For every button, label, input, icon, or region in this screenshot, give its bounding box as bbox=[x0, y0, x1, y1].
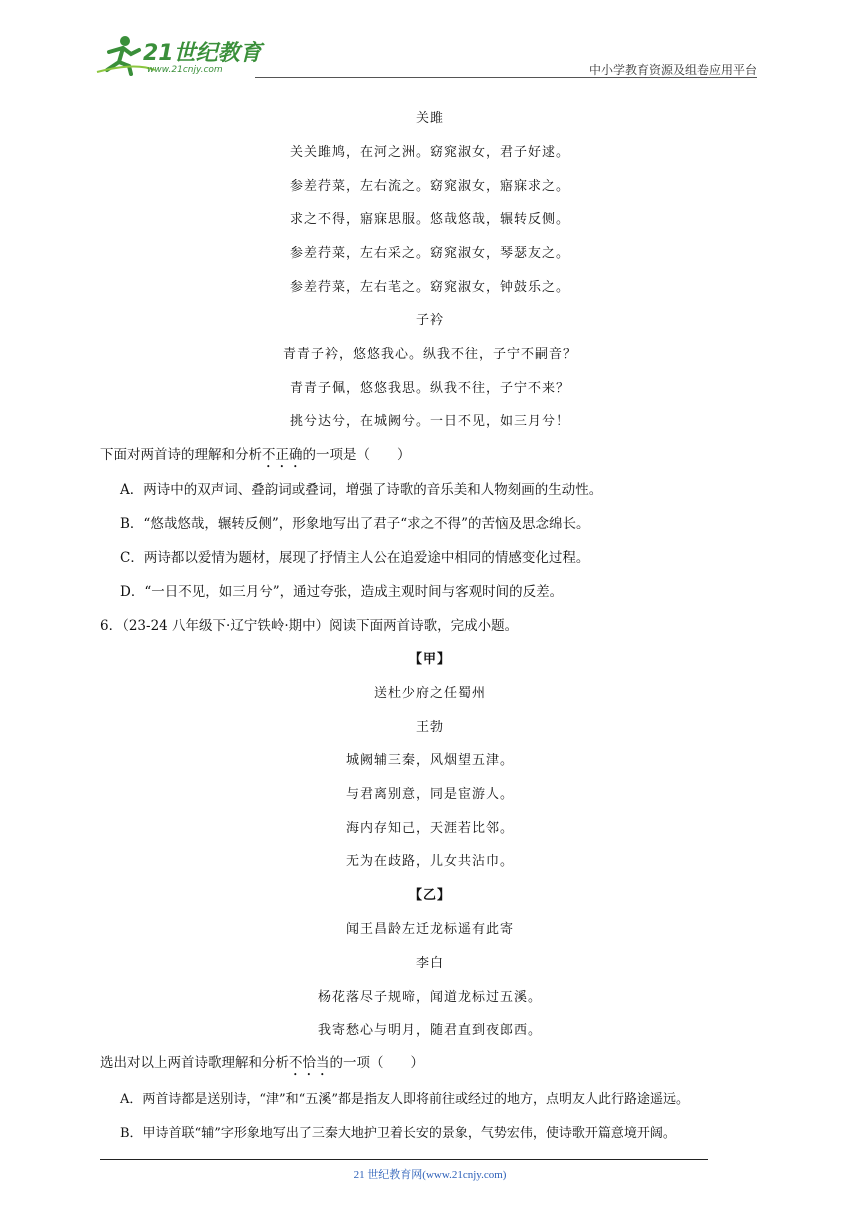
poem2-line: 挑兮达兮，在城阙兮。一日不见，如三月兮！ bbox=[289, 414, 570, 429]
q6-option-b[interactable]: B．甲诗首联“辅”字形象地写出了三秦大地护卫着长安的景象，气势宏伟，使诗歌开篇意境开阔。 bbox=[120, 1126, 676, 1141]
jia-line: 无为在歧路，儿女共沾巾。 bbox=[345, 854, 514, 869]
jia-line: 海内存知己，天涯若比邻。 bbox=[345, 821, 514, 836]
poem1-line: 求之不得，寤寐思服。悠哉悠哉，辗转反侧。 bbox=[289, 212, 570, 227]
jia-line: 城阙辅三秦，风烟望五津。 bbox=[345, 753, 514, 768]
q6-intro: 6．（23-24 八年级下·辽宁铁岭·期中）阅读下面两首诗歌，完成小题。 bbox=[100, 618, 519, 634]
poem1-line: 参差荇菜，左右芼之。窈窕淑女，钟鼓乐之。 bbox=[289, 280, 570, 295]
q5-stem-pre: 下面对两首诗的理解和分析 bbox=[100, 447, 262, 463]
q6-stem bbox=[100, 1051, 424, 1079]
yi-author: 李白 bbox=[415, 956, 444, 971]
poem2-line: 青青子衿，悠悠我心。纵我不往，子宁不嗣音？ bbox=[282, 347, 577, 362]
logo-text: 21世纪教育 bbox=[143, 41, 262, 66]
poem2-line: 青青子佩，悠悠我思。纵我不往，子宁不来？ bbox=[289, 381, 570, 396]
yi-label: 【乙】 bbox=[408, 888, 451, 903]
poem1-line: 参差荇菜，左右采之。窈窕淑女，琴瑟友之。 bbox=[289, 246, 570, 261]
poem1-line: 关关雎鸠，在河之洲。窈窕淑女，君子好逑。 bbox=[289, 145, 570, 160]
q6-stem-post: 的一项（ ） bbox=[329, 1055, 424, 1071]
poem1-line: 参差荇菜，左右流之。窈窕淑女，寤寐求之。 bbox=[289, 179, 570, 194]
footer-divider bbox=[100, 1159, 708, 1160]
jia-author: 王勃 bbox=[415, 720, 444, 735]
poem2-title: 子衿 bbox=[415, 313, 444, 328]
q5-option-d[interactable]: D．“一日不见，如三月兮”，通过夸张，造成主观时间与客观时间的反差。 bbox=[120, 584, 564, 600]
jia-title: 送杜少府之任蜀州 bbox=[373, 686, 486, 701]
q5-option-a[interactable]: A．两诗中的双声词、叠韵词或叠词，增强了诗歌的音乐美和人物刻画的生动性。 bbox=[120, 482, 603, 498]
q5-stem-post: 的一项是（ ） bbox=[302, 447, 411, 463]
q5-stem-emphasis: 不正确 bbox=[262, 447, 303, 463]
q6-stem-pre: 选出对以上两首诗歌理解和分析 bbox=[100, 1055, 289, 1071]
platform-name: 中小学教育资源及组卷应用平台 bbox=[588, 63, 757, 77]
footer-link[interactable]: 21 世纪教育网(www.21cnjy.com) bbox=[353, 1169, 507, 1181]
logo-url: www.21cnjy.com bbox=[147, 65, 223, 75]
poem1-title: 关雎 bbox=[415, 111, 444, 126]
jia-line: 与君离别意，同是宦游人。 bbox=[345, 787, 514, 802]
q5-stem bbox=[100, 443, 411, 471]
yi-title: 闻王昌龄左迁龙标遥有此寄 bbox=[345, 922, 514, 937]
q6-option-a[interactable]: A．两首诗都是送别诗，“津”和“五溪”都是指友人即将前往或经过的地方，点明友人此行路途遥远。 bbox=[120, 1092, 689, 1107]
yi-line: 我寄愁心与明月，随君直到夜郎西。 bbox=[317, 1023, 542, 1038]
header-divider bbox=[255, 77, 757, 78]
yi-line: 杨花落尽子规啼，闻道龙标过五溪。 bbox=[317, 990, 542, 1005]
logo[interactable] bbox=[95, 32, 265, 76]
q5-option-b[interactable]: B．“悠哉悠哉，辗转反侧”，形象地写出了君子“求之不得”的苦恼及思念绵长。 bbox=[120, 516, 590, 532]
jia-label: 【甲】 bbox=[408, 652, 451, 667]
page-header bbox=[95, 32, 757, 78]
q5-option-c[interactable]: C．两诗都以爱情为题材，展现了抒情主人公在追爱途中相同的情感变化过程。 bbox=[120, 550, 590, 566]
q6-stem-emphasis: 不恰当 bbox=[289, 1055, 330, 1071]
